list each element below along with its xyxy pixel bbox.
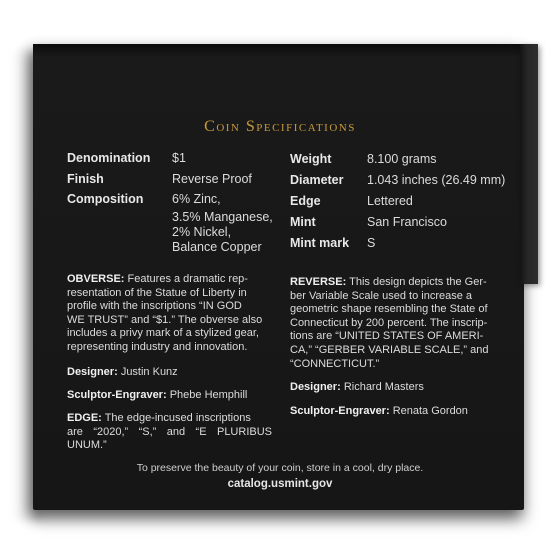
composition-line: 2% Nickel, [172,225,232,239]
obverse-heading: OBVERSE: [67,273,125,285]
card-flap [520,44,538,284]
spec-row-finish [67,172,104,186]
reverse-sculptor: Sculptor-Engraver: Renata Gordon [290,405,468,417]
spec-value-diameter: 1.043 inches (26.49 mm) [367,173,506,187]
spec-value-mint: San Francisco [367,215,447,229]
spec-row-diameter: Diameter [290,173,344,187]
spec-value-edge: Lettered [367,194,413,208]
spec-label: Finish [67,172,104,186]
spec-row-mint-mark: Mint mark [290,236,350,250]
spec-row-denomination [67,151,150,165]
spec-value-mint-mark: S [367,236,376,250]
composition-line: Balance Copper [172,240,262,254]
spec-row-composition [67,192,143,206]
spec-label: Composition [67,192,144,206]
footer-note: To preserve the beauty of your coin, store in a cool, dry place. [136,462,424,474]
reverse-heading: REVERSE: [290,276,347,288]
edge-heading: EDGE: [67,412,102,424]
obverse-designer: Designer: Justin Kunz [67,366,178,378]
spec-label: Denomination [67,151,151,165]
spec-row-weight: Weight [290,152,332,166]
composition-line: 3.5% Manganese, [172,210,273,224]
page-title: Coin Specifications [204,118,356,135]
reverse-description: REVERSE: This design depicts the Ger- ber Variable Scale used to increase a geometric shape resembling the State of Connecticut by 200 percent. The inscrip- tions are “UNITED STATES OF AMERI- CA,” “GERBER VARIABLE SCALE,” and “CONNECTICUT.” [290,276,489,370]
obverse-description: OBVERSE: Features a dramatic rep- resentation of the Statue of Liberty in profile with the inscriptions “IN GOD WE TRUST” and “$1.” The obverse also includes a privy mark of a stylized gear, representing industry and innovation. [67,273,263,353]
spec-value-weight: 8.100 grams [367,152,437,166]
reverse-designer: Designer: Richard Masters [290,381,424,393]
obverse-sculptor: Sculptor-Engraver: Phebe Hemphill [67,389,248,401]
spec-row-edge: Edge [290,194,321,208]
spec-row-mint: Mint [290,215,316,229]
spec-value-denomination: $1 [172,151,186,165]
spec-value-composition: 6% Zinc, [172,192,221,206]
edge-description: EDGE: The edge-incused inscriptions are “2020,” “S,” and “E PLURIBUS UNUM.” [67,412,272,452]
footer-url: catalog.usmint.gov [227,478,333,490]
spec-value-finish: Reverse Proof [172,172,252,186]
card-top-edge [33,44,524,58]
